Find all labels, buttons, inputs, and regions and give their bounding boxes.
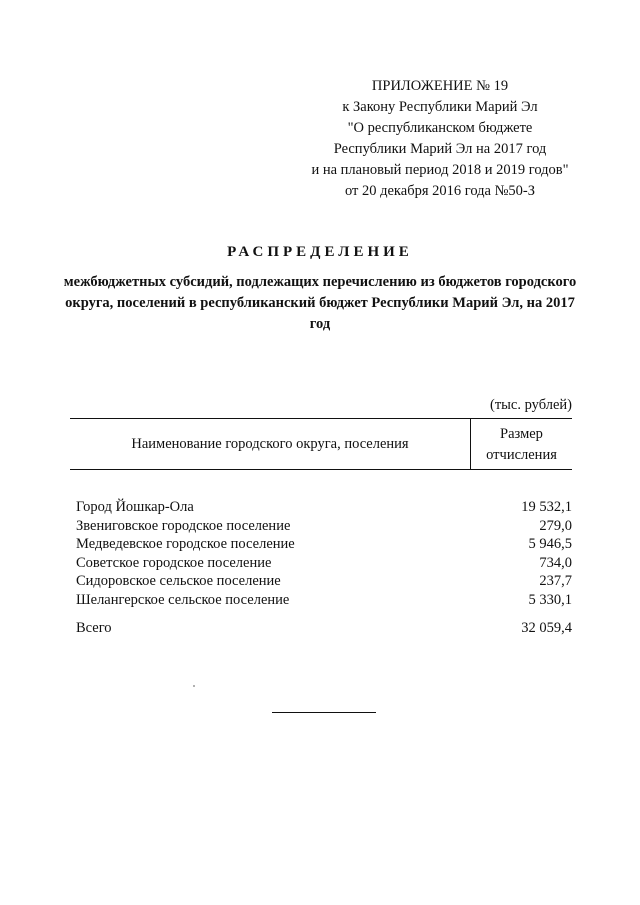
appendix-line-date: от 20 декабря 2016 года №50-З [344, 183, 536, 199]
row-value: 19 532,1 [521, 499, 572, 515]
table-row [76, 591, 572, 610]
table-row [76, 535, 572, 554]
column-header-value [471, 419, 572, 469]
appendix-line-number: ПРИЛОЖЕНИЕ № 19 [371, 78, 509, 94]
row-name: Шелангерское сельское поселение [76, 591, 290, 608]
table-row [76, 554, 572, 573]
appendix-line-law: к Закону Республики Марий Эл [342, 99, 538, 115]
total-value: 32 059,4 [521, 620, 572, 636]
row-value: 5 946,5 [528, 536, 572, 552]
document-title: РАСПРЕДЕЛЕНИЕ [227, 244, 413, 260]
units-label: (тыс. рублей) [490, 397, 572, 413]
appendix-line-law-title-3: и на плановый период 2018 и 2019 годов" [311, 162, 569, 178]
table-row [76, 517, 572, 536]
table-row [76, 572, 572, 591]
row-name: Сидоровское сельское поселение [76, 573, 281, 589]
row-name: Советское городское поселение [76, 554, 272, 571]
row-value: 237,7 [539, 573, 572, 589]
end-divider-line [272, 712, 376, 713]
appendix-line-law-title-1: "О республиканском бюджете [347, 120, 533, 136]
row-name: Город Йошкар-Ола [76, 499, 194, 515]
appendix-header [290, 76, 590, 202]
column-header-name: Наименование городского округа, поселения [70, 419, 471, 469]
table-total-row [76, 620, 572, 637]
row-name: Медведевское городское поселение [76, 536, 295, 552]
table-body [76, 498, 572, 609]
scan-speck [193, 685, 195, 687]
appendix-line-law-title-2: Республики Марий Эл на 2017 год [333, 141, 547, 157]
row-name: Звениговское городское поселение [76, 517, 291, 534]
row-value: 734,0 [539, 554, 572, 571]
table-row [76, 498, 572, 517]
table-header [70, 418, 572, 470]
total-label: Всего [76, 620, 112, 636]
row-value: 279,0 [539, 517, 572, 534]
column-header-value-line1: Размер [500, 426, 543, 442]
document-subtitle: межбюджетных субсидий, подлежащих перечислению из бюджетов городского округа, поселений в республиканский бюджет Республики Марий Эл, на 2017 год [63, 274, 577, 332]
row-value: 5 330,1 [528, 591, 572, 608]
column-header-value-line2: отчисления [486, 447, 557, 463]
